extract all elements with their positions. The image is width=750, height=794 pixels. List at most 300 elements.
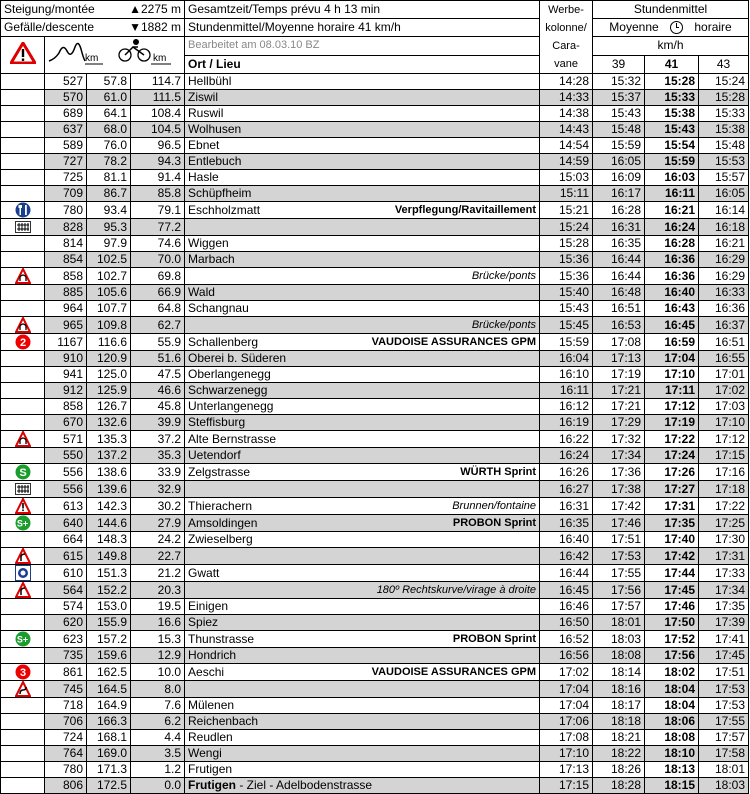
bonus-sprint-icon	[15, 515, 31, 531]
caravan-time: 16:31	[540, 498, 593, 515]
km-done: 172.5	[87, 778, 131, 794]
time-41: 16:36	[645, 252, 699, 268]
descent-cell	[1, 19, 185, 37]
altitude: 718	[45, 698, 87, 714]
route-icon-cell	[1, 681, 45, 698]
table-row	[1, 599, 749, 615]
place-name: Wald	[188, 285, 215, 299]
km-done: 125.9	[87, 383, 131, 399]
km-done: 61.0	[87, 90, 131, 106]
place-note: Brücke/ponts	[471, 318, 537, 331]
time-43: 17:12	[699, 431, 749, 448]
time-41: 17:50	[645, 615, 699, 631]
time-39: 16:35	[593, 236, 645, 252]
place-cell	[185, 219, 540, 236]
route-icon-cell	[1, 122, 45, 138]
km-remaining: 91.4	[131, 170, 185, 186]
caravan-time: 16:12	[540, 399, 593, 415]
altitude: 613	[45, 498, 87, 515]
altitude: 858	[45, 399, 87, 415]
time-39: 15:37	[593, 90, 645, 106]
place-cell	[185, 714, 540, 730]
table-row	[1, 285, 749, 301]
table-row	[1, 90, 749, 106]
table-row	[1, 681, 749, 698]
altitude: 640	[45, 515, 87, 532]
time-39: 18:03	[593, 631, 645, 648]
time-41: 18:15	[645, 778, 699, 794]
km-remaining: 79.1	[131, 202, 185, 219]
km-done: 169.0	[87, 746, 131, 762]
time-43: 17:57	[699, 730, 749, 746]
time-43: 17:51	[699, 664, 749, 681]
time-43: 16:05	[699, 186, 749, 202]
time-41: 16:28	[645, 236, 699, 252]
route-icon-cell	[1, 202, 45, 219]
time-39: 18:17	[593, 698, 645, 714]
place-name: Schwarzenegg	[188, 383, 268, 397]
speed-43-header: 43	[699, 55, 749, 74]
time-43: 17:25	[699, 515, 749, 532]
roundabout-icon	[15, 565, 31, 581]
place-cell	[185, 334, 540, 351]
place-name: Eschholzmatt	[188, 202, 261, 217]
table-row	[1, 317, 749, 334]
caravan-time: 15:45	[540, 317, 593, 334]
time-39: 17:42	[593, 498, 645, 515]
time-43: 15:38	[699, 122, 749, 138]
route-icon-cell	[1, 351, 45, 367]
place-cell	[185, 746, 540, 762]
time-39: 17:34	[593, 448, 645, 464]
place-cell	[185, 154, 540, 170]
route-icon-cell	[1, 219, 45, 236]
warning-icon	[15, 498, 31, 514]
route-icon-cell	[1, 252, 45, 268]
time-39: 16:44	[593, 252, 645, 268]
table-row	[1, 714, 749, 730]
time-41: 17:52	[645, 631, 699, 648]
time-41: 17:31	[645, 498, 699, 515]
time-43: 17:18	[699, 481, 749, 498]
route-icon-cell	[1, 648, 45, 664]
place-name: Ruswil	[188, 106, 224, 120]
place-note: VAUDOISE ASSURANCES GPM	[371, 335, 537, 348]
werbe-line-3: Cara-	[552, 40, 580, 52]
time-43: 16:18	[699, 219, 749, 236]
km-done: 81.1	[87, 170, 131, 186]
table-row	[1, 464, 749, 481]
place-name: Wengi	[188, 746, 222, 760]
route-icon-cell	[1, 90, 45, 106]
time-41: 17:45	[645, 582, 699, 599]
railway-crossing-icon	[15, 219, 31, 235]
altitude: 858	[45, 268, 87, 285]
km-done: 126.7	[87, 399, 131, 415]
km-done: 76.0	[87, 138, 131, 154]
km-done: 157.2	[87, 631, 131, 648]
table-row	[1, 301, 749, 317]
km-remaining: 3.5	[131, 746, 185, 762]
caravan-time: 14:59	[540, 154, 593, 170]
place-cell	[185, 730, 540, 746]
curve-warning-icon	[15, 548, 31, 564]
time-43: 17:16	[699, 464, 749, 481]
place-cell	[185, 252, 540, 268]
route-icon-cell	[1, 582, 45, 599]
table-row	[1, 334, 749, 351]
caravan-time: 15:11	[540, 186, 593, 202]
place-name: Uetendorf	[188, 448, 241, 462]
place-name: Oberlangenegg	[188, 367, 271, 381]
place-cell	[185, 90, 540, 106]
table-row	[1, 730, 749, 746]
km-done: 168.1	[87, 730, 131, 746]
route-icon-cell	[1, 448, 45, 464]
table-row	[1, 498, 749, 515]
altitude: 689	[45, 106, 87, 122]
time-39: 16:51	[593, 301, 645, 317]
time-43: 17:33	[699, 565, 749, 582]
place-name: Oberei b. Süderen	[188, 351, 287, 365]
table-row	[1, 532, 749, 548]
time-39: 16:17	[593, 186, 645, 202]
route-icon-cell	[1, 399, 45, 415]
time-41: 15:59	[645, 154, 699, 170]
km-remaining: 7.6	[131, 698, 185, 714]
table-row	[1, 268, 749, 285]
caravan-time: 16:10	[540, 367, 593, 383]
time-39: 16:28	[593, 202, 645, 219]
altitude: 780	[45, 762, 87, 778]
time-39: 18:21	[593, 730, 645, 746]
svg-text:2: 2	[19, 337, 26, 350]
km-label-b: km	[153, 53, 167, 64]
time-41: 16:59	[645, 334, 699, 351]
altitude: 556	[45, 464, 87, 481]
table-row	[1, 481, 749, 498]
time-41: 18:06	[645, 714, 699, 730]
caravan-time: 16:44	[540, 565, 593, 582]
time-43: 16:33	[699, 285, 749, 301]
place-cell	[185, 186, 540, 202]
total-time: Gesamtzeit/Temps prévu 4 h 13 min	[185, 1, 540, 19]
time-43: 16:36	[699, 301, 749, 317]
table-row	[1, 548, 749, 565]
place-name: Zwieselberg	[188, 532, 253, 546]
km-done: 132.6	[87, 415, 131, 431]
altitude: 706	[45, 714, 87, 730]
place-cell	[185, 582, 540, 599]
place-note: PROBON Sprint	[452, 632, 537, 645]
altitude: 828	[45, 219, 87, 236]
km-done: 120.9	[87, 351, 131, 367]
place-name: Schüpfheim	[188, 186, 252, 200]
place-cell	[185, 236, 540, 252]
place-name: Hondrich	[188, 648, 237, 662]
caravan-time: 16:26	[540, 464, 593, 481]
route-icon-cell	[1, 431, 45, 448]
time-41: 16:43	[645, 301, 699, 317]
route-icon-cell	[1, 515, 45, 532]
time-39: 17:36	[593, 464, 645, 481]
place-cell	[185, 399, 540, 415]
time-43: 15:53	[699, 154, 749, 170]
km-done: 86.7	[87, 186, 131, 202]
time-43: 16:51	[699, 334, 749, 351]
km-remaining: 10.0	[131, 664, 185, 681]
time-41: 18:08	[645, 730, 699, 746]
place-cell	[185, 464, 540, 481]
edited-note: Bearbeitet am 08.03.10 BZ	[185, 37, 540, 56]
time-39: 18:14	[593, 664, 645, 681]
altitude: 564	[45, 582, 87, 599]
km-done: 153.0	[87, 599, 131, 615]
climb-category-3-icon	[15, 664, 31, 680]
time-41: 17:22	[645, 431, 699, 448]
bridge-warning-icon	[15, 317, 31, 333]
route-icon-cell	[1, 464, 45, 481]
time-43: 17:35	[699, 599, 749, 615]
time-43: 16:37	[699, 317, 749, 334]
place-note: Brunnen/fontaine	[452, 499, 537, 512]
place-cell	[185, 202, 540, 219]
time-41: 17:42	[645, 548, 699, 565]
horaire-label: horaire	[694, 20, 732, 34]
caravan-time: 15:36	[540, 268, 593, 285]
time-41: 18:04	[645, 698, 699, 714]
svg-text:S+: S+	[16, 634, 28, 645]
place-note: VAUDOISE ASSURANCES GPM	[371, 665, 537, 678]
km-done: 116.6	[87, 334, 131, 351]
altitude: 735	[45, 648, 87, 664]
place-name: Entlebuch	[188, 154, 242, 168]
altitude: 806	[45, 778, 87, 794]
time-43: 16:29	[699, 268, 749, 285]
climb-label: Steigung/montée	[4, 2, 95, 16]
time-39: 17:46	[593, 515, 645, 532]
time-41: 15:43	[645, 122, 699, 138]
place-cell	[185, 565, 540, 582]
km-done: 171.3	[87, 762, 131, 778]
time-39: 17:55	[593, 565, 645, 582]
place-name: Hasle	[188, 170, 219, 184]
altitude: 527	[45, 74, 87, 90]
table-row	[1, 615, 749, 631]
feed-zone-icon	[15, 202, 31, 218]
time-43: 16:55	[699, 351, 749, 367]
time-43: 17:45	[699, 648, 749, 664]
table-row	[1, 698, 749, 714]
place-cell	[185, 648, 540, 664]
place-cell	[185, 448, 540, 464]
route-icon-cell	[1, 481, 45, 498]
time-39: 15:59	[593, 138, 645, 154]
place-name: Schangnau	[188, 301, 249, 315]
place-cell	[185, 681, 540, 698]
time-41: 18:02	[645, 664, 699, 681]
time-39: 15:43	[593, 106, 645, 122]
km-done: 57.8	[87, 74, 131, 90]
moyenne-label: Moyenne	[609, 20, 659, 34]
table-row	[1, 746, 749, 762]
km-remaining: 104.5	[131, 122, 185, 138]
kmh-header: km/h	[593, 37, 749, 56]
place-cell	[185, 532, 540, 548]
altitude: 764	[45, 746, 87, 762]
km-done: 64.1	[87, 106, 131, 122]
svg-text:S: S	[18, 467, 27, 479]
place-note: WÜRTH Sprint	[460, 465, 537, 478]
km-remaining: 70.0	[131, 252, 185, 268]
place-cell	[185, 383, 540, 399]
altitude: 570	[45, 90, 87, 106]
place-cell	[185, 599, 540, 615]
time-39: 16:48	[593, 285, 645, 301]
km-remaining: 37.2	[131, 431, 185, 448]
km-done: 105.6	[87, 285, 131, 301]
werbe-line-2: kolonne/	[545, 22, 587, 34]
route-icon-cell	[1, 599, 45, 615]
time-41: 16:24	[645, 219, 699, 236]
place-name: Aeschi	[188, 664, 225, 679]
altitude: 571	[45, 431, 87, 448]
railway-crossing-icon	[15, 481, 31, 497]
caravan-time: 15:43	[540, 301, 593, 317]
km-done: 152.2	[87, 582, 131, 599]
caravan-time: 17:13	[540, 762, 593, 778]
route-icon-cell	[1, 498, 45, 515]
caravan-time: 15:24	[540, 219, 593, 236]
km-done: 149.8	[87, 548, 131, 565]
time-43: 17:15	[699, 448, 749, 464]
climb-cell	[1, 1, 185, 19]
km-remaining: 16.6	[131, 615, 185, 631]
time-39: 17:53	[593, 548, 645, 565]
km-done: 102.7	[87, 268, 131, 285]
caravan-time: 17:10	[540, 746, 593, 762]
table-row	[1, 664, 749, 681]
place-name: Marbach	[188, 252, 235, 266]
km-remaining: 94.3	[131, 154, 185, 170]
km-remaining: 4.4	[131, 730, 185, 746]
time-41: 15:33	[645, 90, 699, 106]
caravan-time: 15:03	[540, 170, 593, 186]
km-remaining: 96.5	[131, 138, 185, 154]
caravan-time: 17:02	[540, 664, 593, 681]
km-remaining: 46.6	[131, 383, 185, 399]
warning-icon	[1, 37, 45, 74]
bonus-sprint-icon	[15, 631, 31, 647]
km-remaining: 15.3	[131, 631, 185, 648]
km-done: 139.6	[87, 481, 131, 498]
caravan-time: 14:43	[540, 122, 593, 138]
time-41: 17:24	[645, 448, 699, 464]
caravan-time: 17:15	[540, 778, 593, 794]
table-row	[1, 399, 749, 415]
time-43: 17:41	[699, 631, 749, 648]
time-43: 15:57	[699, 170, 749, 186]
altitude: 910	[45, 351, 87, 367]
time-39: 17:38	[593, 481, 645, 498]
place-name: Ziswil	[188, 90, 219, 104]
place-name: Einigen	[188, 599, 229, 613]
time-39: 17:29	[593, 415, 645, 431]
km-remaining: 66.9	[131, 285, 185, 301]
km-done: 102.5	[87, 252, 131, 268]
table-row	[1, 106, 749, 122]
km-remaining: 19.5	[131, 599, 185, 615]
altitude: 620	[45, 615, 87, 631]
altitude: 965	[45, 317, 87, 334]
km-done: 109.8	[87, 317, 131, 334]
time-39: 17:21	[593, 383, 645, 399]
bridge-warning-icon	[15, 268, 31, 284]
route-icon-cell	[1, 532, 45, 548]
table-row	[1, 448, 749, 464]
km-remaining: 32.9	[131, 481, 185, 498]
place-cell	[185, 268, 540, 285]
time-41: 16:40	[645, 285, 699, 301]
descent-value: ▼1882 m	[129, 20, 182, 34]
time-43: 17:58	[699, 746, 749, 762]
caravan-time: 16:45	[540, 582, 593, 599]
time-43: 16:29	[699, 252, 749, 268]
place-cell	[185, 74, 540, 90]
time-43: 17:22	[699, 498, 749, 515]
place-cell	[185, 106, 540, 122]
route-icon-cell	[1, 74, 45, 90]
caravan-time: 17:08	[540, 730, 593, 746]
time-39: 16:53	[593, 317, 645, 334]
km-done: 78.2	[87, 154, 131, 170]
time-43: 17:53	[699, 698, 749, 714]
route-icon-cell	[1, 565, 45, 582]
time-39: 17:56	[593, 582, 645, 599]
km-remaining: 47.5	[131, 367, 185, 383]
km-done: 95.3	[87, 219, 131, 236]
caravan-time: 16:27	[540, 481, 593, 498]
time-41: 17:04	[645, 351, 699, 367]
place-note: Verpflegung/Ravitaillement	[394, 203, 537, 216]
altitude: 964	[45, 301, 87, 317]
km-done: 68.0	[87, 122, 131, 138]
place-name: Schallenberg	[188, 334, 259, 349]
table-row	[1, 582, 749, 599]
time-41: 15:38	[645, 106, 699, 122]
time-41: 17:44	[645, 565, 699, 582]
table-row	[1, 154, 749, 170]
time-41: 17:10	[645, 367, 699, 383]
time-41: 18:13	[645, 762, 699, 778]
place-name: Frutigen	[188, 762, 233, 776]
km-done: 159.6	[87, 648, 131, 664]
altitude: 814	[45, 236, 87, 252]
km-done: 164.9	[87, 698, 131, 714]
caravan-time: 14:28	[540, 74, 593, 90]
table-row	[1, 122, 749, 138]
caravan-time: 16:22	[540, 431, 593, 448]
time-39: 18:16	[593, 681, 645, 698]
caravan-time: 16:50	[540, 615, 593, 631]
double-curve-warning-icon	[15, 681, 31, 697]
km-remaining: 8.0	[131, 681, 185, 698]
route-icon-cell	[1, 268, 45, 285]
km-label-a: km	[85, 53, 99, 64]
place-name: Unterlangenegg	[188, 399, 274, 413]
caravan-time: 16:04	[540, 351, 593, 367]
km-remaining: 20.3	[131, 582, 185, 599]
